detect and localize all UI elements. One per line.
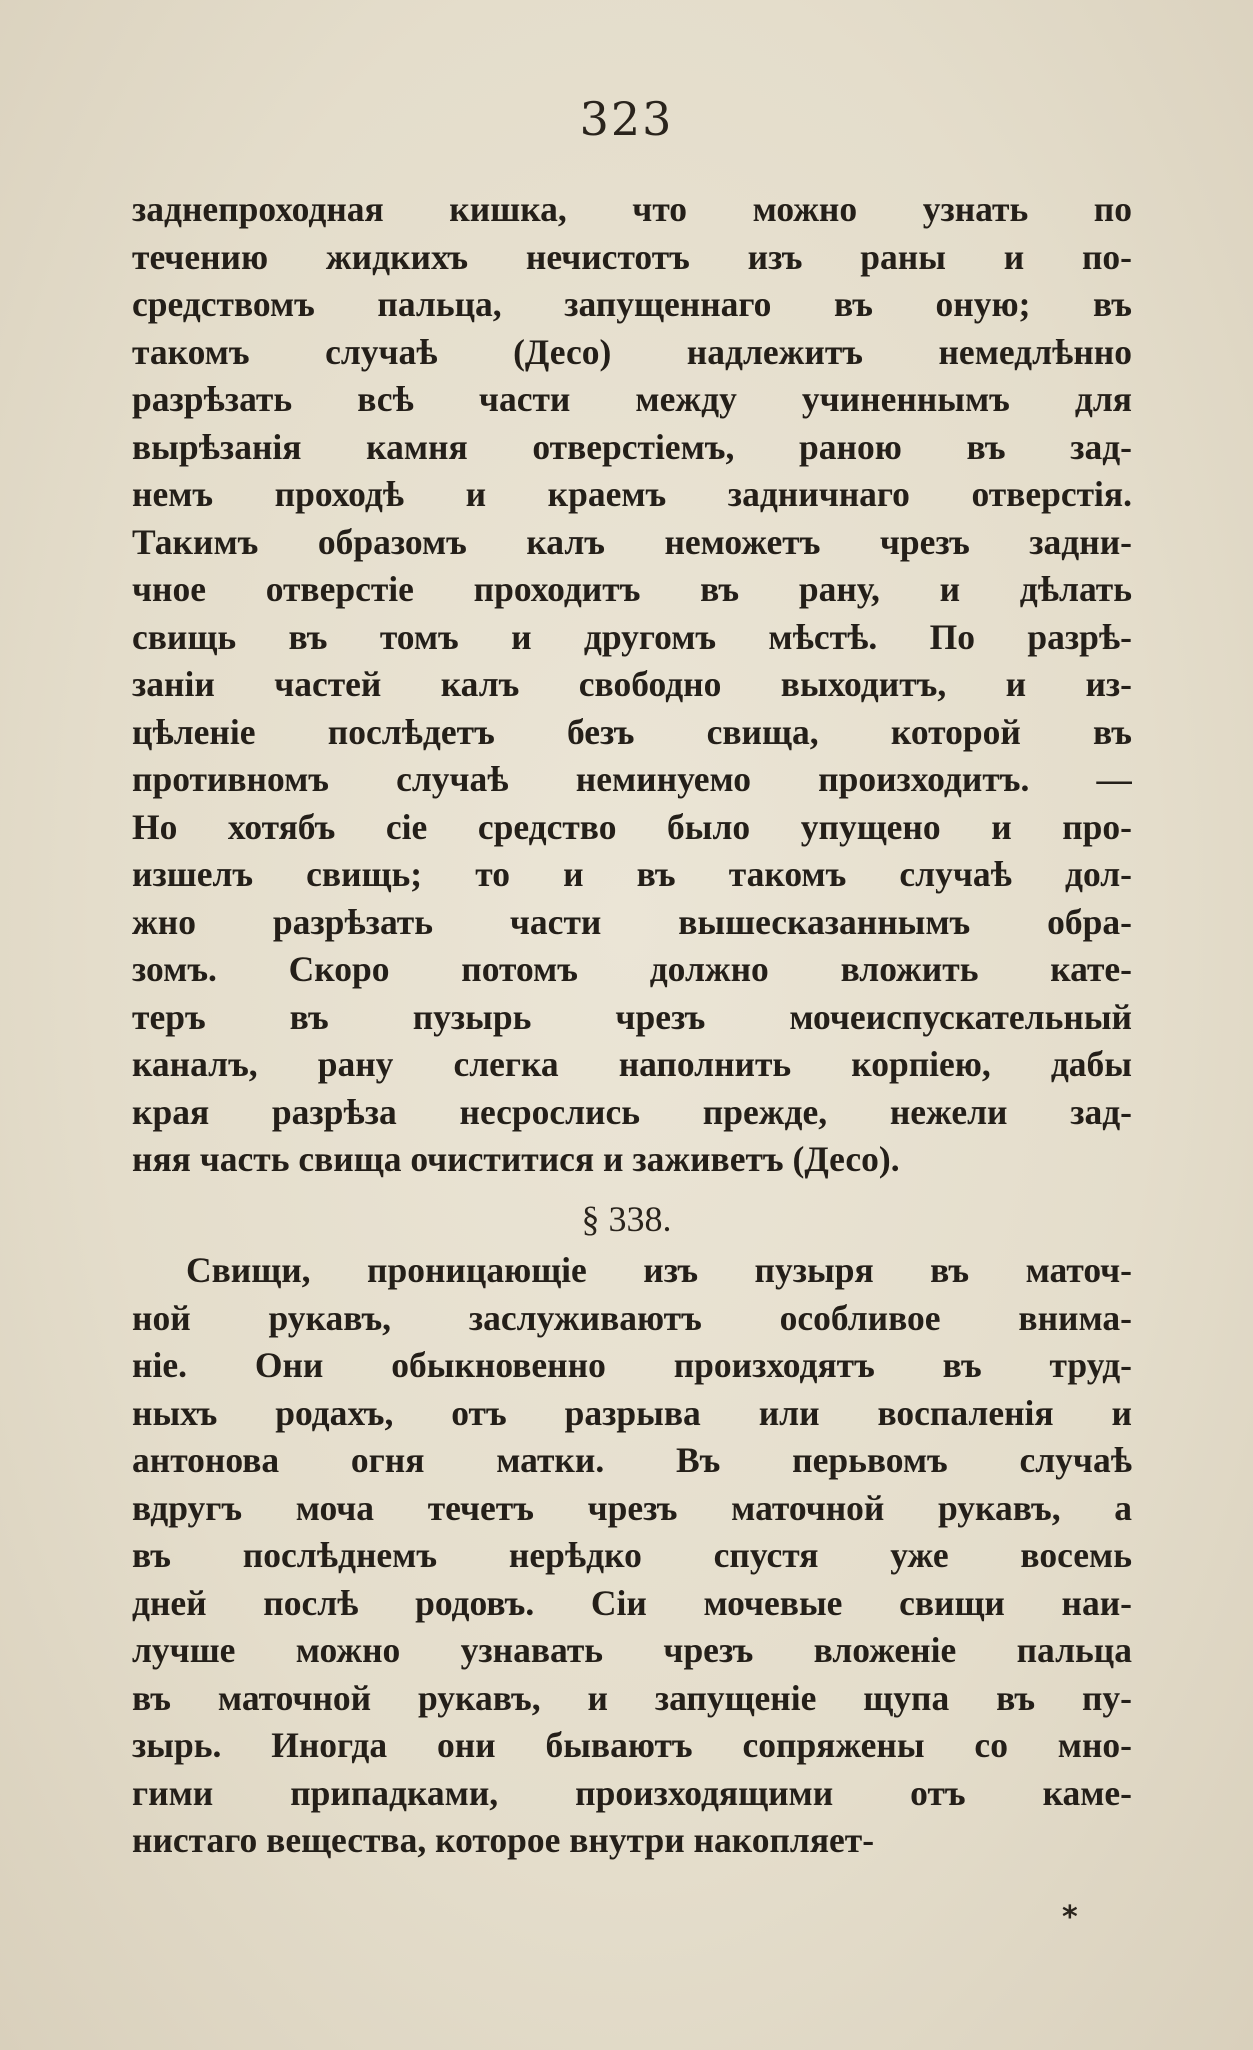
text-line: ныхъ родахъ, отъ разрыва или воспаленія и	[132, 1392, 1132, 1433]
text-line: края разрѣза несрослись прежде, нежели зад-	[132, 1091, 1132, 1132]
text-line: жно разрѣзать части вышесказаннымъ обра-	[132, 901, 1132, 942]
text-line: теръ въ пузырь чрезъ мочеиспускательный	[132, 996, 1132, 1037]
text-line: ніе. Они обыкновенно произходятъ въ труд-	[132, 1345, 1132, 1385]
text-line: въ послѣднемъ нерѣдко спустя уже восемь	[132, 1535, 1132, 1575]
text-line: ной рукавъ, заслуживаютъ особливое внима-	[132, 1297, 1132, 1338]
text-line: чное отверстіе проходитъ въ рану, и дѣлать	[132, 569, 1132, 609]
paragraph-continued	[132, 186, 1132, 1184]
text-line: нистаго вещества, которое внутри накопляет-	[132, 1820, 875, 1860]
text-line: зомъ. Скоро потомъ должно вложить кате-	[132, 949, 1132, 989]
text-line: Но хотябъ сіе средство было упущено и про-	[132, 806, 1132, 847]
text-line: лучше можно узнавать чрезъ вложеніе пальца	[132, 1630, 1132, 1670]
catchword-mark: *	[1062, 1900, 1078, 1935]
text-line: няя часть свища очиститися и заживетъ (Десо).	[132, 1139, 900, 1179]
text-line: заніи частей калъ свободно выходитъ, и из-	[132, 664, 1132, 704]
text-line: изшелъ свищь; то и въ такомъ случаѣ дол-	[132, 854, 1132, 894]
text-line: гими припадками, произходящими отъ каме-	[132, 1772, 1132, 1813]
text-line: такомъ случаѣ (Десо) надлежитъ немедлѣнно	[132, 331, 1132, 372]
text-line: вырѣзанія камня отверстіемъ, раною въ зад-	[132, 426, 1132, 467]
text-line: немъ проходѣ и краемъ задничнаго отверстія.	[132, 474, 1132, 514]
text-line: цѣленіе послѣдетъ безъ свища, которой въ	[132, 711, 1132, 752]
text-line: течению жидкихъ нечистотъ изъ раны и по-	[132, 236, 1132, 277]
text-line: вдругъ моча течетъ чрезъ маточной рукавъ, а	[132, 1487, 1132, 1528]
text-line: противномъ случаѣ неминуемо произходитъ. —	[132, 759, 1132, 799]
text-line: антонова огня матки. Въ перьвомъ случаѣ	[132, 1440, 1132, 1480]
text-line: заднепроходная кишка, что можно узнать по	[132, 189, 1132, 229]
text-line: дней послѣ родовъ. Сіи мочевые свищи наи-	[132, 1582, 1132, 1623]
text-line: Такимъ образомъ калъ неможетъ чрезъ задни-	[132, 521, 1132, 562]
text-line: свищь въ томъ и другомъ мѣстѣ. По разрѣ-	[132, 616, 1132, 657]
text-line: разрѣзать всѣ части между учиненнымъ для	[132, 379, 1132, 419]
text-line: въ маточной рукавъ, и запущеніе щупа въ пу-	[132, 1677, 1132, 1718]
page-number: 323	[579, 92, 674, 146]
text-line: каналъ, рану слегка наполнить корпіею, дабы	[132, 1044, 1132, 1084]
text-line: средствомъ пальца, запущеннаго въ оную; въ	[132, 284, 1132, 324]
paragraph-section-338	[132, 1247, 1132, 1865]
section-heading: § 338.	[581, 1199, 672, 1239]
text-line: Свищи, проницающіе изъ пузыря въ маточ-	[186, 1250, 1132, 1290]
text-line: зырь. Иногда они бываютъ сопряжены со мно-	[132, 1725, 1132, 1765]
